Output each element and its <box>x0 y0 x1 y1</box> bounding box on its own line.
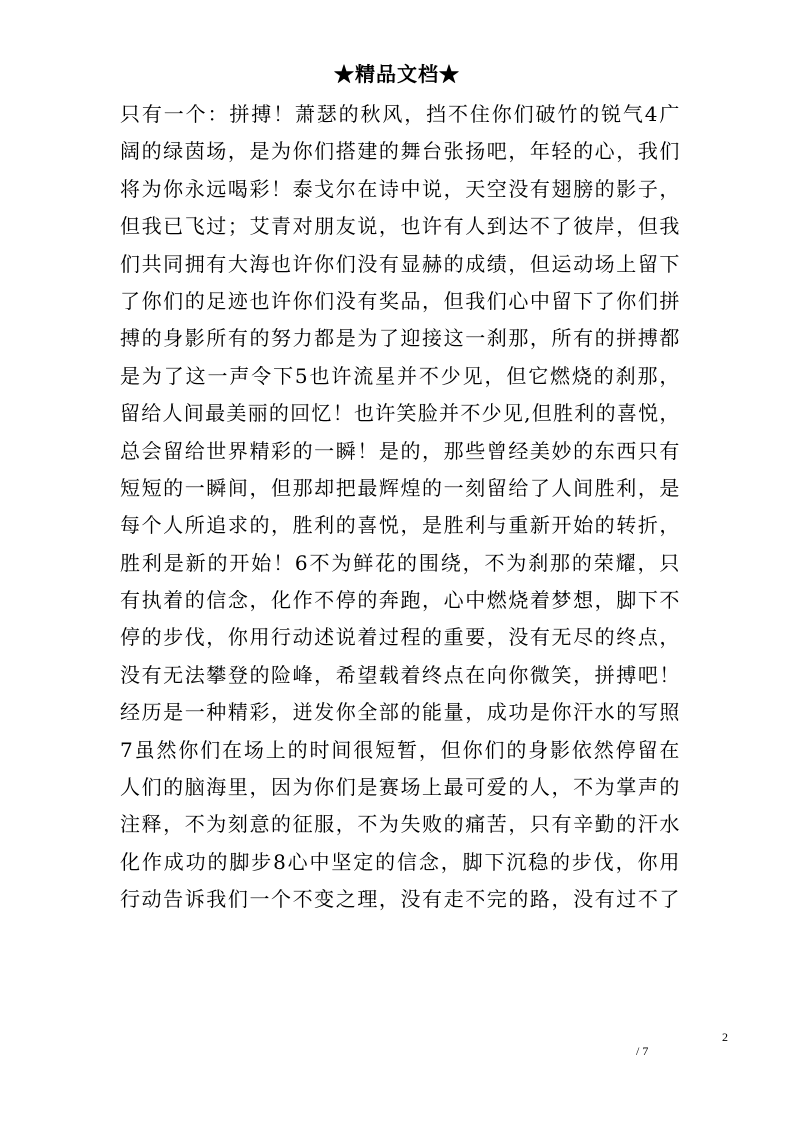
text-line: 了你们的足迹也许你们没有奖品，但我们心中留下了你们拼 <box>120 288 680 313</box>
page-header-title: ★精品文档★ <box>334 62 460 86</box>
text-line: 化作成功的脚步8心中坚定的信念，脚下沉稳的步伐，你用 <box>120 849 680 874</box>
body-paragraph <box>120 96 680 919</box>
text-line: 阔的绿茵场，是为你们搭建的舞台张扬吧，年轻的心，我们 <box>120 139 680 164</box>
text-line: 有执着的信念，化作不停的奔跑，心中燃烧着梦想，脚下不 <box>120 588 680 613</box>
text-line: 经历是一种精彩，迸发你全部的能量，成功是你汗水的写照 <box>120 700 680 725</box>
text-line: 注释，不为刻意的征服，不为失败的痛苦，只有辛勤的汗水 <box>120 812 680 837</box>
text-line: 停的步伐，你用行动述说着过程的重要，没有无尽的终点， <box>120 625 680 650</box>
page-number: 2 <box>722 1030 728 1044</box>
text-line: 们共同拥有大海也许你们没有显赫的成绩，但运动场上留下 <box>120 251 680 276</box>
text-line: 7虽然你们在场上的时间很短暂，但你们的身影依然停留在 <box>120 737 680 762</box>
text-line: 短短的一瞬间，但那却把最辉煌的一刻留给了人间胜利，是 <box>120 475 680 500</box>
text-line: 搏的身影所有的努力都是为了迎接这一刹那，所有的拼搏都 <box>120 326 680 351</box>
text-line: 但我已飞过；艾青对朋友说，也许有人到达不了彼岸，但我 <box>120 214 680 239</box>
text-line: 将为你永远喝彩！泰戈尔在诗中说，天空没有翅膀的影子， <box>120 176 680 201</box>
text-line: 每个人所追求的，胜利的喜悦，是胜利与重新开始的转折， <box>120 513 680 538</box>
page-total: / 7 <box>636 1044 649 1058</box>
text-line: 胜利是新的开始！6不为鲜花的围绕，不为刹那的荣耀，只 <box>120 550 680 575</box>
text-line: 留给人间最美丽的回忆！也许笑脸并不少见,但胜利的喜悦， <box>120 401 680 426</box>
text-line: 是为了这一声令下5也许流星并不少见，但它燃烧的刹那， <box>120 363 680 388</box>
text-line: 行动告诉我们一个不变之理，没有走不完的路，没有过不了 <box>120 887 680 912</box>
text-line: 没有无法攀登的险峰，希望载着终点在向你微笑，拼搏吧！ <box>120 662 680 687</box>
text-line: 人们的脑海里，因为你们是赛场上最可爱的人，不为掌声的 <box>120 775 680 800</box>
text-line: 总会留给世界精彩的一瞬！是的，那些曾经美妙的东西只有 <box>120 438 680 463</box>
text-line: 只有一个：拼搏！萧瑟的秋风，挡不住你们破竹的锐气4广 <box>120 102 680 126</box>
